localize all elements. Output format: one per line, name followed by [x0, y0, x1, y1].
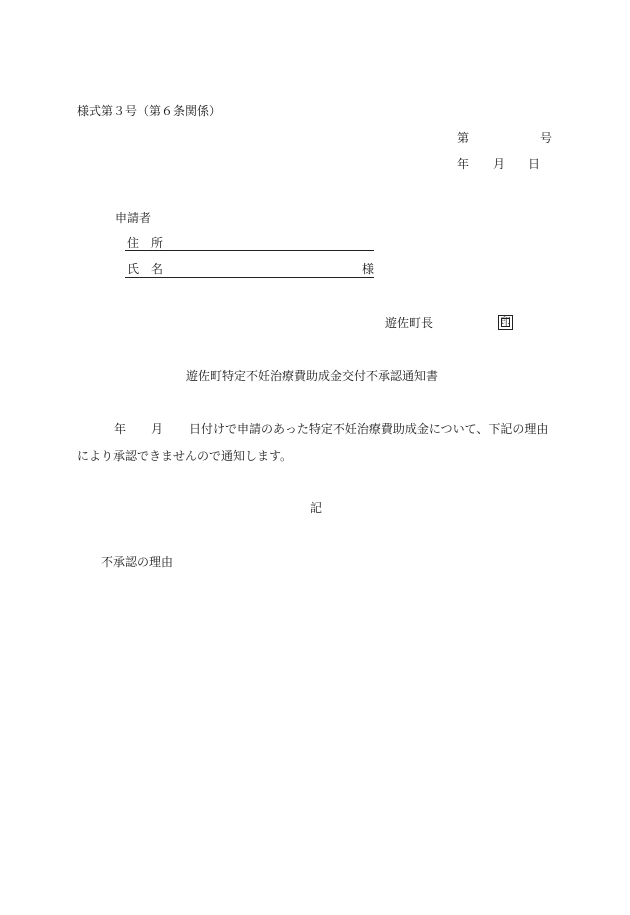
applicant-title: 申請者: [115, 211, 152, 225]
address-label: 住 所: [127, 236, 164, 250]
date-year: 年: [457, 157, 470, 171]
body-month: 月: [151, 422, 164, 436]
seal-mark: 印: [498, 315, 513, 330]
issuer-name: 遊佐町長: [385, 316, 434, 330]
document-title: 遊佐町特定不妊治療費助成金交付不承認通知書: [186, 369, 439, 383]
form-number-label: 様式第３号（第６条関係）: [77, 104, 222, 118]
honorific: 様: [362, 262, 375, 276]
name-underline: [125, 277, 374, 278]
date-day: 日: [528, 157, 541, 171]
reason-label: 不承認の理由: [101, 555, 174, 569]
document-number-prefix: 第: [457, 131, 470, 145]
name-label: 氏 名: [127, 262, 164, 276]
address-underline: [125, 250, 374, 251]
date-month: 月: [493, 157, 506, 171]
document-number-suffix: 号: [540, 131, 553, 145]
body-year: 年: [114, 422, 127, 436]
ki-heading: 記: [310, 501, 323, 515]
body-line1: 日付けで申請のあった特定不妊治療費助成金について、下記の理由: [189, 422, 549, 436]
body-line2: により承認できませんので通知します。: [77, 449, 293, 463]
